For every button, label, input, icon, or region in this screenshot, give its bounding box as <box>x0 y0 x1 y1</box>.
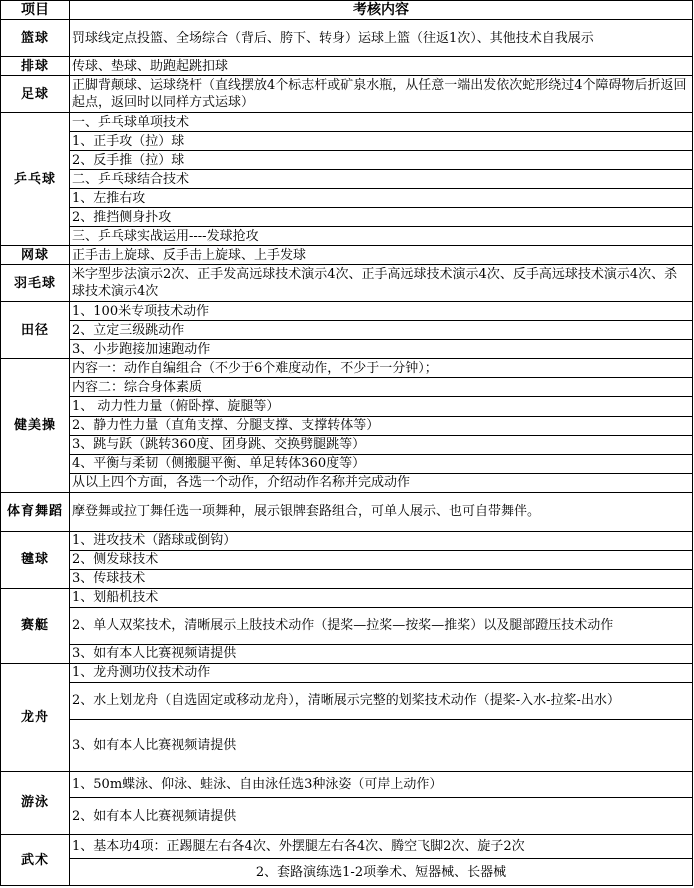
sport-name-track: 田径 <box>1 302 70 359</box>
content-swimming-1: 1、50m蝶泳、仰泳、蛙泳、自由泳任选3种泳姿（可岸上动作） <box>70 771 693 797</box>
table-row <box>1 302 693 321</box>
table-row <box>1 359 693 378</box>
table-row <box>1 771 693 797</box>
content-dragonboat-3: 3、如有本人比赛视频请提供 <box>70 719 693 771</box>
sport-name-dance: 体育舞蹈 <box>1 492 70 531</box>
sport-name-badminton: 羽毛球 <box>1 265 70 302</box>
table-row <box>1 76 693 113</box>
content-pingpong-1: 一、乒乓球单项技术 <box>70 113 693 132</box>
content-pingpong-5: 1、左推右攻 <box>70 189 693 208</box>
sport-name-volleyball: 排球 <box>1 57 70 76</box>
table-row <box>1 246 693 265</box>
content-tennis-1: 正手击上旋球、反手击上旋球、上手发球 <box>70 246 693 265</box>
content-aerobics-6: 4、平衡与柔韧（侧搬腿平衡、单足转体360度等） <box>70 454 693 473</box>
content-aerobics-5: 3、跳与跃（跳转360度、团身跳、交换劈腿跳等） <box>70 435 693 454</box>
sport-name-football: 足球 <box>1 76 70 113</box>
table-row <box>1 20 693 57</box>
content-badminton-1: 米字型步法演示2次、正手发高远球技术演示4次、正手高远球技术演示4次、反手高远球技术演示4次、杀球技术演示4次 <box>70 265 693 302</box>
content-rowing-1: 1、划船机技术 <box>70 588 693 607</box>
content-dragonboat-2: 2、水上划龙舟（自选固定或移动龙舟），清晰展示完整的划桨技术动作（提桨-入水-拉桨-出水） <box>70 682 693 719</box>
table-row <box>1 492 693 531</box>
header-content: 考核内容 <box>70 1 693 20</box>
content-aerobics-1: 内容一：动作自编组合（不少于6个难度动作，不少于一分钟）； <box>70 359 693 378</box>
table-row <box>1 588 693 607</box>
content-rowing-3: 3、如有本人比赛视频请提供 <box>70 644 693 663</box>
table-row <box>1 57 693 76</box>
table-row <box>1 835 693 859</box>
sport-name-aerobics: 健美操 <box>1 359 70 492</box>
content-dance-1: 摩登舞或拉丁舞任选一项舞种，展示银牌套路组合，可单人展示、也可自带舞伴。 <box>70 492 693 531</box>
sport-name-dragonboat: 龙舟 <box>1 663 70 771</box>
content-aerobics-2: 内容二：综合身体素质 <box>70 378 693 397</box>
content-wushu-1: 1、基本功4项：正踢腿左右各4次、外摆腿左右各4次、腾空飞脚2次、旋子2次 <box>70 835 693 859</box>
content-football-1: 正脚背颠球、运球绕杆（直线摆放4个标志杆或矿泉水瓶，从任意一端出发依次蛇形绕过4个障碍物后折返回起点，返回时以同样方式运球） <box>70 76 693 113</box>
content-shuttlecock-1: 1、进攻技术（踏球或倒钩） <box>70 531 693 550</box>
content-track-1: 1、100米专项技术动作 <box>70 302 693 321</box>
sport-name-basketball: 篮球 <box>1 20 70 57</box>
content-dragonboat-1: 1、龙舟测功仪技术动作 <box>70 663 693 682</box>
content-wushu-2: 2、套路演练选1-2项拳术、短器械、长器械 <box>70 859 693 886</box>
sport-name-wushu: 武术 <box>1 835 70 886</box>
content-pingpong-2: 1、正手攻（拉）球 <box>70 132 693 151</box>
content-track-2: 2、立定三级跳动作 <box>70 321 693 340</box>
header-row <box>1 1 693 20</box>
content-track-3: 3、小步跑接加速跑动作 <box>70 340 693 359</box>
content-aerobics-3: 1、 动力性力量（俯卧撑、旋腿等） <box>70 397 693 416</box>
content-pingpong-7: 三、乒乓球实战运用----发球抢攻 <box>70 227 693 246</box>
sport-name-rowing: 赛艇 <box>1 588 70 663</box>
header-project: 项目 <box>1 1 70 20</box>
content-basketball-1: 罚球线定点投篮、全场综合（背后、胯下、转身）运球上篮（往返1次）、其他技术自我展示 <box>70 20 693 57</box>
sport-name-swimming: 游泳 <box>1 771 70 834</box>
table-row <box>1 531 693 550</box>
content-volleyball-1: 传球、垫球、助跑起跳扣球 <box>70 57 693 76</box>
content-aerobics-7: 从以上四个方面，各选一个动作，介绍动作名称并完成动作 <box>70 473 693 492</box>
content-shuttlecock-3: 3、传球技术 <box>70 569 693 588</box>
content-aerobics-4: 2、静力性力量（直角支撑、分腿支撑、支撑转体等） <box>70 416 693 435</box>
table-row <box>1 265 693 302</box>
content-rowing-2: 2、单人双桨技术，清晰展示上肢技术动作（提桨—拉桨—按桨—推桨）以及腿部蹬压技术动作 <box>70 607 693 644</box>
table-row <box>1 663 693 682</box>
sport-name-pingpong: 乒乓球 <box>1 113 70 246</box>
content-shuttlecock-2: 2、侧发球技术 <box>70 550 693 569</box>
content-pingpong-4: 二、乒乓球结合技术 <box>70 170 693 189</box>
sport-name-shuttlecock: 毽球 <box>1 531 70 588</box>
content-pingpong-3: 2、反手推（拉）球 <box>70 151 693 170</box>
sport-name-tennis: 网球 <box>1 246 70 265</box>
content-swimming-2: 2、如有本人比赛视频请提供 <box>70 798 693 835</box>
content-pingpong-6: 2、推挡侧身扑攻 <box>70 208 693 227</box>
table-row <box>1 113 693 132</box>
